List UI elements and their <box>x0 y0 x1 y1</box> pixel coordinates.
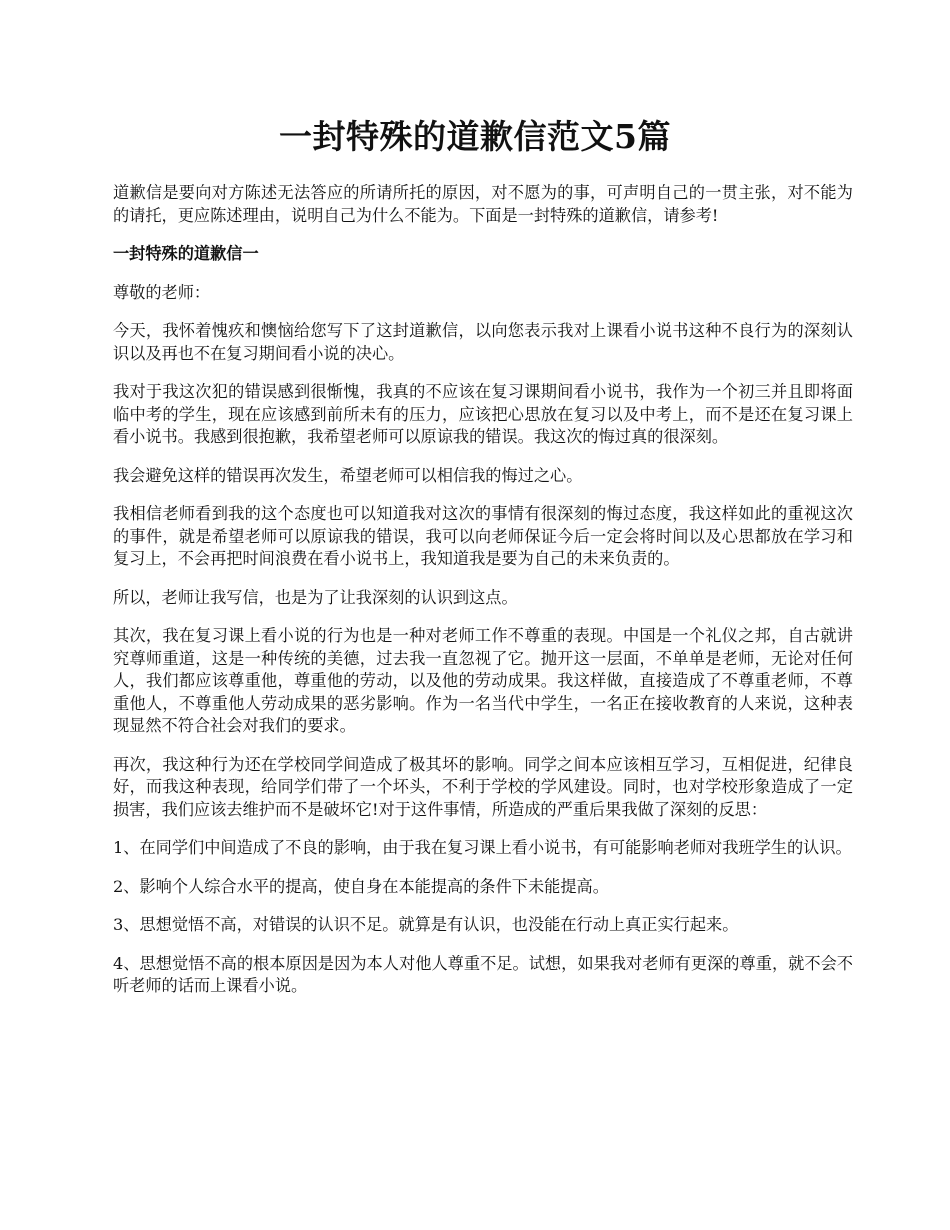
body-paragraph: 再次，我这种行为还在学校同学间造成了极其坏的影响。同学之间本应该相互学习，互相促进，纪律良好，而我这种表现，给同学们带了一个坏头，不利于学校的学风建设。同时，也对学校形象造成了一定损害，我们应该去维护而不是破坏它!对于这件事情，所造成的严重后果我做了深刻的反思： <box>113 754 853 819</box>
list-item: 3、思想觉悟不高，对错误的认识不足。就算是有认识，也没能在行动上真正实行起来。 <box>113 915 739 934</box>
intro-paragraph: 道歉信是要向对方陈述无法答应的所请所托的原因，对不愿为的事，可声明自己的一贯主张，对不能为的请托，更应陈述理由，说明自己为什么不能为。下面是一封特殊的道歉信，请参考! <box>113 183 853 225</box>
section-heading: 一封特殊的道歉信一 <box>113 244 259 263</box>
document-body <box>113 182 853 1014</box>
list-item: 1、在同学们中间造成了不良的影响，由于我在复习课上看小说书，有可能影响老师对我班学生的认识。 <box>113 838 852 857</box>
list-item: 4、思想觉悟不高的根本原因是因为本人对他人尊重不足。试想，如果我对老师有更深的尊重，就不会不听老师的话而上课看小说。 <box>113 953 853 995</box>
body-paragraph: 今天，我怀着愧疚和懊恼给您写下了这封道歉信，以向您表示我对上课看小说书这种不良行为的深刻认识以及再也不在复习期间看小说的决心。 <box>113 321 853 363</box>
body-paragraph: 所以，老师让我写信，也是为了让我深刻的认识到这点。 <box>113 587 518 607</box>
document-title: 一封特殊的道歉信范文5篇 <box>279 117 671 156</box>
body-paragraph: 我相信老师看到我的这个态度也可以知道我对这次的事情有很深刻的悔过态度，我这样如此的重视这次的事件，就是希望老师可以原谅我的错误，我可以向老师保证今后一定会将时间以及心思都放在学习和复习上，不会再把时间浪费在看小说书上，我知道我是要为自己的未来负责的。 <box>113 504 853 568</box>
body-paragraph: 我对于我这次犯的错误感到很惭愧，我真的不应该在复习课期间看小说书，我作为一个初三并且即将面临中考的学生，现在应该感到前所未有的压力，应该把心思放在复习以及中考上，而不是还在复习课上看小说书。我感到很抱歉，我希望老师可以原谅我的错误。我这次的悔过真的很深刻。 <box>113 382 853 446</box>
list-item: 2、影响个人综合水平的提高，使自身在本能提高的条件下未能提高。 <box>113 876 609 896</box>
body-paragraph: 我会避免这样的错误再次发生，希望老师可以相信我的悔过之心。 <box>113 465 583 485</box>
body-paragraph: 其次，我在复习课上看小说的行为也是一种对老师工作不尊重的表现。中国是一个礼仪之邦，自古就讲究尊师重道，这是一种传统的美德，过去我一直忽视了它。抛开这一层面，不单单是老师，无论对任何人，我们都应该尊重他，尊重他的劳动，以及他的劳动成果。我这样做，直接造成了不尊重老师，不尊重他人，不尊重他人劳动成果的恶劣影响。作为一名当代中学生，一名正在接收教育的人来说，这种表现显然不符合社会对我们的要求。 <box>113 626 853 735</box>
salutation: 尊敬的老师： <box>113 282 211 302</box>
